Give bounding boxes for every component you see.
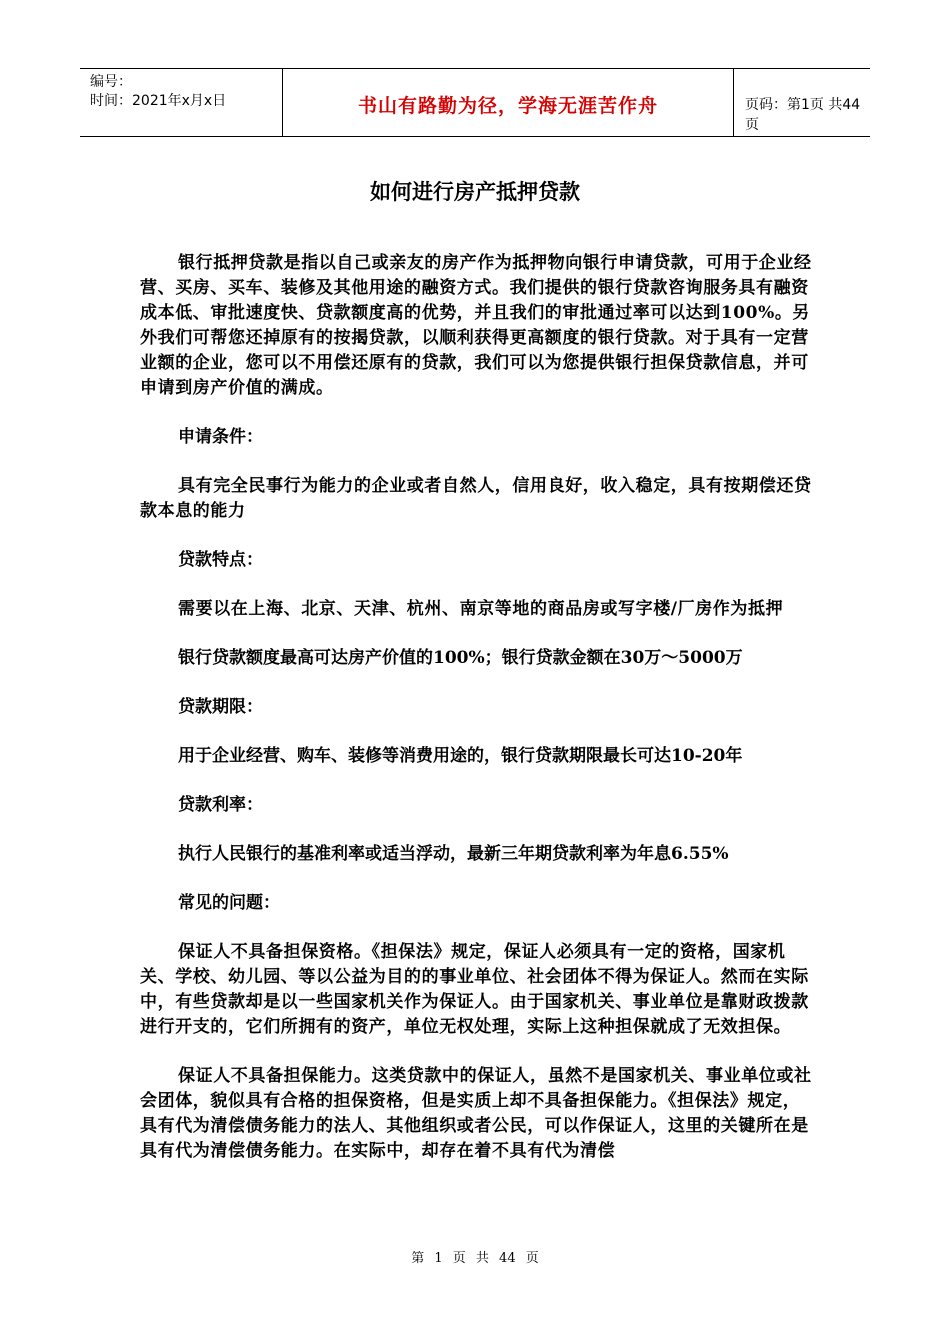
document-title: 如何进行房产抵押贷款 bbox=[370, 179, 580, 204]
document-number-label: 编号： bbox=[90, 74, 132, 90]
section-heading-conditions: 申请条件： bbox=[178, 427, 263, 447]
header-page-info: 页码：第1页 共44页 bbox=[745, 97, 861, 133]
section-heading-faq: 常见的问题： bbox=[178, 893, 280, 913]
header-meta-cell bbox=[80, 69, 282, 136]
rate-paragraph: 执行人民银行的基准利率或适当浮动，最新三年期贷款利率为年息6.55% bbox=[178, 844, 729, 864]
document-header bbox=[80, 68, 870, 137]
document-time-label: 时间：2021年x月x日 bbox=[90, 93, 227, 109]
features-paragraph-collateral: 需要以在上海、北京、天津、杭州、南京等地的商品房或写字楼/厂房作为抵押 bbox=[178, 599, 784, 619]
faq-paragraph-qualification: 保证人不具备担保资格。《担保法》规定，保证人必须具有一定的资格，国家机关、学校、幼儿园、等以公益为目的的事业单位、社会团体不得为保证人。然而在实际中，有些贷款却是以一些国家机关作为保证人。由于国家机关、事业单位是靠财政拨款进行开支的，它们所拥有的资产，单位无权处理，实际上这种担保就成了无效担保。 bbox=[140, 942, 809, 1037]
page-footer: 第 1 页 共 44 页 bbox=[411, 1251, 539, 1266]
header-motto: 书山有路勤为径，学海无涯苦作舟 bbox=[357, 95, 658, 117]
section-heading-rate: 贷款利率： bbox=[178, 795, 263, 815]
section-heading-term: 贷款期限： bbox=[178, 697, 263, 717]
term-paragraph: 用于企业经营、购车、装修等消费用途的，银行贷款期限最长可达10-20年 bbox=[178, 746, 743, 766]
section-heading-features: 贷款特点： bbox=[178, 550, 263, 570]
header-page-cell bbox=[733, 69, 870, 136]
features-paragraph-amount: 银行贷款额度最高可达房产价值的100%；银行贷款金额在30万～5000万 bbox=[178, 648, 743, 668]
intro-paragraph: 银行抵押贷款是指以自己或亲友的房产作为抵押物向银行申请贷款，可用于企业经营、买房、买车、装修及其他用途的融资方式。我们提供的银行贷款咨询服务具有融资成本低、审批速度快、贷款额度高的优势，并且我们的审批通过率可以达到100%。另外我们可帮您还掉原有的按揭贷款，以顺利获得更高额度的银行贷款。对于具有一定营业额的企业，您可以不用偿还原有的贷款，我们可以为您提供银行担保贷款信息，并可申请到房产价值的满成。 bbox=[140, 253, 812, 398]
document-body bbox=[140, 251, 812, 1164]
header-motto-cell bbox=[282, 69, 734, 136]
faq-paragraph-capacity: 保证人不具备担保能力。这类贷款中的保证人，虽然不是国家机关、事业单位或社会团体，貌似具有合格的担保资格，但是实质上却不具备担保能力。《担保法》规定，具有代为清偿债务能力的法人、其他组织或者公民，可以作保证人，这里的关键所在是具有代为清偿债务能力。在实际中，却存在着不具有代为清偿 bbox=[140, 1066, 812, 1161]
conditions-paragraph: 具有完全民事行为能力的企业或者自然人，信用良好，收入稳定，具有按期偿还贷款本息的能力 bbox=[140, 476, 812, 521]
